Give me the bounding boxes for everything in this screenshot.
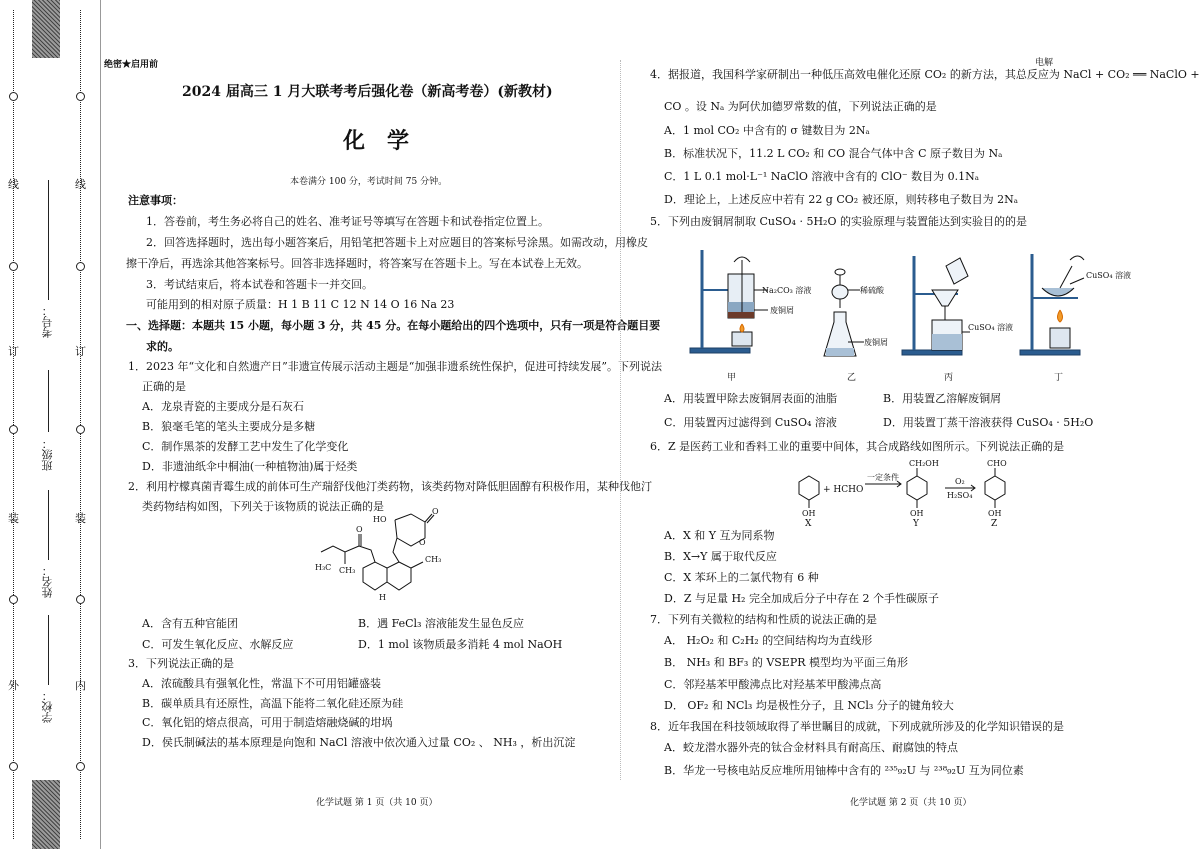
q6-option-b[interactable]: B．X→Y 属于取代反应 [664,550,777,563]
q4-stem: 4．据报道，我国科学家研制出一种低压高效电催化还原 CO₂ 的新方法，其总反应为 NaCl + CO₂ ══ NaClO + [650,68,1200,81]
field-exam-number-label: 考号： [41,305,54,338]
q6-reagent: + HCHO [823,485,864,495]
field-name-label: 姓名： [41,565,54,598]
q5-apparatus-jia [690,240,812,360]
footer-page-2: 化学试题 第 2 页（共 10 页） [850,798,972,808]
section-heading: 一、选择题：本题共 15 小题，每小题 3 分，共 45 分。在每小题给出的四个选项中，只有一项是符合题目要 [126,319,661,332]
q1-stem: 正确的是 [142,380,186,393]
field-exam-number-line[interactable] [48,180,49,300]
q2-atom-label: H₃C [315,563,332,572]
seal-mark-outer: 外 [8,679,19,692]
q6-group: CH₂OH [909,459,939,468]
seal-mark-inner: 内 [75,679,86,692]
notes-heading: 注意事项： [128,194,183,207]
q1-option-d[interactable]: D．非遗油纸伞中桐油(一种植物油)属于烃类 [142,460,358,473]
q2-option-d[interactable]: D．1 mol 该物质最多消耗 4 mol NaOH [358,638,563,651]
seal-mark-outer: 线 [8,178,19,191]
q1-stem: 1．2023 年“文化和自然遗产日”非遗宣传展示活动主题是“加强非遗系统性保护，促进可持续发展”。下列说法 [128,360,662,373]
q2-atom-label: O [356,525,363,534]
field-class-label: 班级： [41,438,54,471]
q3-stem: 3．下列说法正确的是 [128,657,234,670]
q7-option-a[interactable]: A． H₂O₂ 和 C₂H₂ 的空间结构均为直线形 [664,634,873,647]
binding-side-rule [100,0,101,849]
binding-hatch-bottom [32,780,60,849]
subject-title: 化学 [343,128,432,154]
q2-atom-label: CH₃ [339,566,356,575]
q6-compound-label: Z [991,519,998,529]
q1-option-a[interactable]: A．龙泉青瓷的主要成分是石灰石 [142,400,304,413]
q6-option-c[interactable]: C．X 苯环上的二氯代物有 6 种 [664,571,819,584]
q6-condition: 一定条件 [867,473,899,482]
seal-circle [76,762,85,771]
q2-atom-label: O [432,507,439,516]
seal-circle [9,92,18,101]
q7-stem: 7．下列有关微粒的结构和性质的说法正确的是 [650,613,877,626]
field-school-label: 学校： [41,690,54,723]
q2-option-c[interactable]: C．可发生氧化反应、水解反应 [142,638,294,651]
q4-option-b[interactable]: B．标准状况下，11.2 L CO₂ 和 CO 混合气体中含 C 原子数目为 Nₐ [664,147,1003,160]
binding-strip [8,0,100,849]
seal-mark-outer: 装 [8,512,19,525]
q5-label: CuSO₄ 溶液 [1086,271,1132,280]
q5-label: CuSO₄ 溶液 [968,323,1014,332]
q4-stem: CO 。设 Nₐ 为阿伏加德罗常数的值，下列说法正确的是 [664,100,937,113]
q6-option-d[interactable]: D．Z 与足量 H₂ 完全加成后分子中存在 2 个手性碳原子 [664,592,939,605]
q2-structure-diagram [315,507,455,610]
q5-label: 废铜屑 [770,306,794,315]
seal-circle [9,425,18,434]
seal-mark-outer: 订 [8,345,19,358]
q4-arrow-label: 电解 [1035,58,1054,68]
q7-option-d[interactable]: D． OF₂ 和 NCl₃ 均是极性分子，且 NCl₃ 分子的键角较大 [664,699,954,712]
q6-condition: H₂SO₄ [947,491,973,500]
seal-circle [76,92,85,101]
score-time: 本卷满分 100 分，考试时间 75 分钟。 [290,177,448,187]
q6-group: OH [910,509,924,518]
q5-option-d[interactable]: D．用装置丁蒸干溶液获得 CuSO₄ · 5H₂O [883,416,1094,429]
seal-circle [9,762,18,771]
q5-apparatus-yi [820,262,900,362]
seal-mark-inner: 线 [75,178,86,191]
q3-option-c[interactable]: C．氧化铝的熔点很高，可用于制造熔融烧碱的坩埚 [142,716,393,729]
q2-atom-label: HO [373,515,387,524]
q2-stem: 2．利用柠檬真菌青霉生成的前体可生产瑞舒伐他汀类药物，该类药物对降低胆固醇有积极作用，某种伐他汀 [128,480,652,493]
q5-apparatus-bing [902,250,1012,360]
q6-option-a[interactable]: A．X 和 Y 互为同系物 [664,529,775,542]
exam-title: 2024 届高三 1 月大联考考后强化卷（新高考卷）(新教材) [182,84,553,100]
q5-label: 废铜屑 [864,338,888,347]
q3-option-b[interactable]: B．碳单质具有还原性，高温下能将二氧化硅还原为硅 [142,697,404,710]
q6-group: CHO [987,459,1007,468]
q7-option-b[interactable]: B． NH₃ 和 BF₃ 的 VSEPR 模型均为平面三角形 [664,656,909,669]
q3-option-d[interactable]: D．侯氏制碱法的基本原理是向饱和 NaCl 溶液中依次通入过量 CO₂ 、 NH₃ ，析出沉淀 [142,736,576,749]
q5-label: 稀硫酸 [860,286,884,295]
notes-item: 擦干净后，再选涂其他答案标号。回答非选择题时，将答案写在答题卡上。写在本试卷上无效。 [126,257,588,270]
q6-compound-label: Y [913,519,919,529]
section-heading: 求的。 [146,340,179,353]
q5-stem: 5．下列由废铜屑制取 CuSO₄ · 5H₂O 的实验原理与装置能达到实验目的的是 [650,215,1027,228]
q6-compound-label: X [805,519,812,529]
q2-option-a[interactable]: A．含有五种官能团 [142,617,238,630]
q5-option-a[interactable]: A．用装置甲除去废铜屑表面的油脂 [664,392,837,405]
q5-apparatus-label: 乙 [847,373,857,383]
notes-item: 3．考试结束后，将本试卷和答题卡一并交回。 [146,278,373,291]
q4-option-d[interactable]: D．理论上，上述反应中若有 22 g CO₂ 被还原，则转移电子数目为 2Nₐ [664,193,1019,206]
seal-mark-inner: 装 [75,512,86,525]
q2-atom-label: CH₃ [425,555,442,564]
q5-option-c[interactable]: C．用装置丙过滤得到 CuSO₄ 溶液 [664,416,837,429]
q1-option-b[interactable]: B．狼毫毛笔的笔头主要成分是多糖 [142,420,316,433]
notes-item: 2．回答选择题时，选出每小题答案后，用铅笔把答题卡上对应题目的答案标号涂黑。如需改动，用橡皮 [146,236,648,249]
notes-item: 1．答卷前，考生务必将自己的姓名、准考证号等填写在答题卡和试卷指定位置上。 [146,215,549,228]
binding-hatch-top [32,0,60,58]
q5-apparatus-ding [1020,248,1132,358]
seal-circle [76,262,85,271]
footer-page-1: 化学试题 第 1 页（共 10 页） [316,798,438,808]
q5-label: Na₂CO₃ 溶液 [762,286,812,295]
q6-group: OH [988,509,1002,518]
q6-synthesis-scheme [795,458,1035,529]
q2-atom-label: H [379,593,386,602]
field-school-line[interactable] [48,615,49,685]
q3-option-a[interactable]: A．浓硫酸具有强氧化性，常温下不可用铝罐盛装 [142,677,381,690]
q6-condition: O₂ [955,477,965,486]
q1-option-c[interactable]: C．制作黑茶的发酵工艺中发生了化学变化 [142,440,349,453]
field-class-line[interactable] [48,370,49,432]
seal-circle [9,595,18,604]
q8-option-a[interactable]: A．蛟龙潜水器外壳的钛合金材料具有耐高压、耐腐蚀的特点 [664,741,958,754]
seal-mark-inner: 订 [75,345,86,358]
secret-label: 绝密★启用前 [104,60,159,70]
q5-option-b[interactable]: B．用装置乙溶解废铜屑 [883,392,1002,405]
page-separator [620,60,621,780]
q6-group: OH [802,509,816,518]
atomic-mass-line: 可能用到的相对原子质量：H 1 B 11 C 12 N 14 O 16 Na 23 [146,298,455,311]
seal-circle [9,262,18,271]
q4-option-a[interactable]: A．1 mol CO₂ 中含有的 σ 键数目为 2Nₐ [664,124,870,137]
q5-apparatus-label: 甲 [727,373,737,383]
q7-option-c[interactable]: C．邻羟基苯甲酸沸点比对羟基苯甲酸沸点高 [664,678,882,691]
q5-apparatus-label: 丁 [1054,373,1064,383]
q6-stem: 6．Z 是医药工业和香料工业的重要中间体，其合成路线如图所示。下列说法正确的是 [650,440,1065,453]
q4-option-c[interactable]: C．1 L 0.1 mol·L⁻¹ NaClO 溶液中含有的 ClO⁻ 数目为 0.1Nₐ [664,170,980,183]
q5-apparatus-label: 丙 [944,373,954,383]
seal-circle [76,595,85,604]
q2-stem: 类药物结构如图，下列关于该物质的说法正确的是 [142,500,384,513]
q8-stem: 8．近年我国在科技领域取得了举世瞩目的成就，下列成就所涉及的化学知识错误的是 [650,720,1064,733]
field-name-line[interactable] [48,490,49,560]
q8-option-b[interactable]: B．华龙一号核电站反应堆所用铀棒中含有的 ²³⁵₉₂U 与 ²³⁸₉₂U 互为同位素 [664,764,1024,777]
seal-circle [76,425,85,434]
q2-atom-label: O [419,538,426,547]
q2-option-b[interactable]: B．遇 FeCl₃ 溶液能发生显色反应 [358,617,524,630]
